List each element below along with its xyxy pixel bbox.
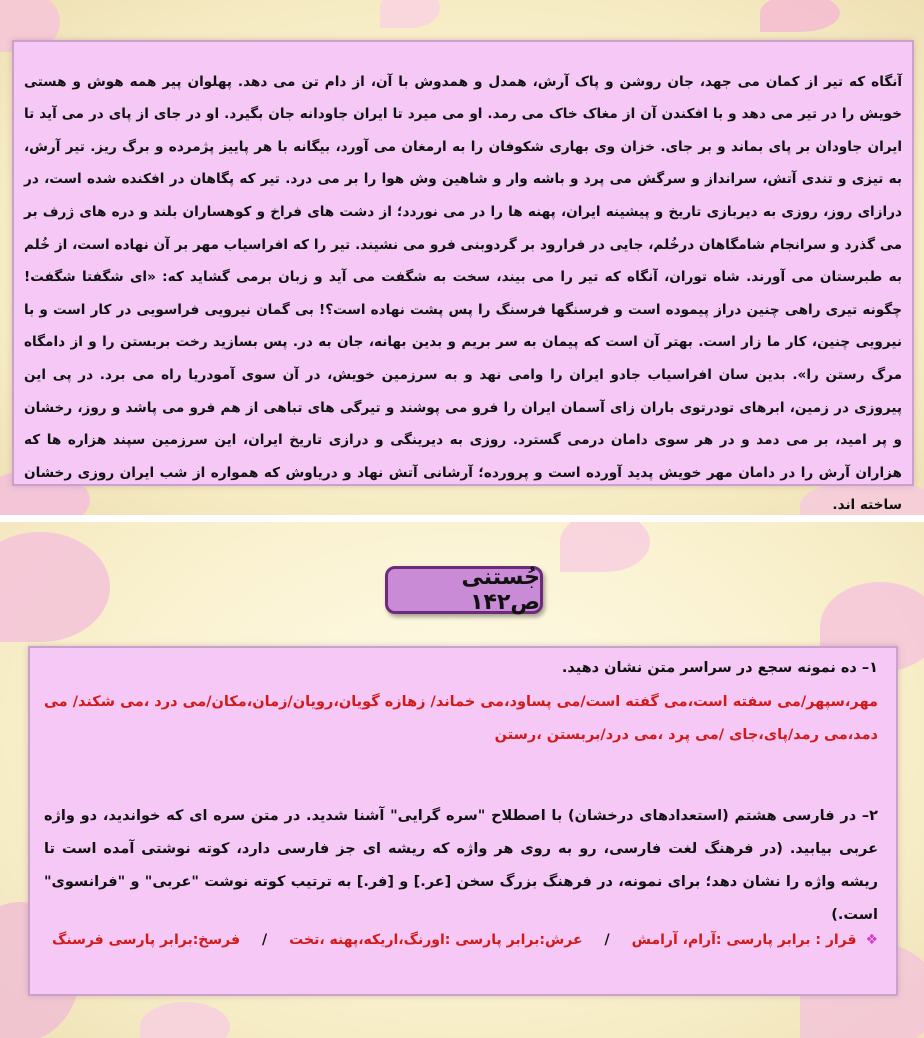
question-2: ۲– در فارسی هشتم (استعدادهای درخشان) با اصطلاح "سره گرایی" آشنا شدید. در متن سره ای که خواندید، دو واژه عربی بیابید. (در فرهنگ لغت فارسی، رو به روی هر واژه که ریشه ای جز فارسی دارد، کوته نوشتی آمده است تا ریشه واژه را نشان دهد؛ برای نمونه، در فرهنگ بزرگ سخن [عر.] و [فر.] به ترتیب کوته نوشت "عربی" و "فرانسوی" است.) (44, 808, 878, 923)
answer-2-row (44, 932, 878, 948)
story-text-box (12, 40, 914, 514)
question-1: ۱– ده نمونه سجع در سراسر متن نشان دهید. (561, 660, 878, 676)
answer-1: مهر،سپهر/می سفته است،می گفته است/می پساود،می خماند/ زهازه گویان،رویان/زمان،مکان/می درد ،می شکند/ می دمد،می رمد/پای،جای /می پرد ،می درد/بربستن ،رستن (44, 694, 878, 743)
blossom-decoration (0, 532, 110, 642)
slide-top (0, 0, 924, 515)
story-paragraph: آنگاه که تیر از کمان می جهد، جان روشن و پاک آرش، همدل و همدوش با آن، از دام تن می دهد. پهلوان پیر همه هوش و هستی خویش را در تیر می دهد و با افکندن آن از مغاک خاک می رمد. او می میرد تا ایران جاودانه جان بگیرد. او در جای از پای در می آید تا ایران جاودان بر پای بماند و بر جای. خزان وی بهاری شکوفان را به ارمغان می آورد، بیگانه با هر پاییز پژمرده و برگ ریز. تیر آرش، به تیزی و تندی آتش، سرانداز و سرگش می پرد و باشه وار و شاهین وش هوا را بر می درد. تیر که پگاهان در افکنده شده است، در درازای روز، روزی به دیربازی تاریخ و پیشینه ایران، پهنه ها را در می نوردد؛ از دشت های فراخ و کوهساران بلند و دره های ژرف بر می گذرد و سرانجام شامگاهان درخُلم، جایی در فرارود بر گردوبنی فرو می نشیند. تیر را که افراسیاب مهر بر آن نهاده است، از خُلم به طبرستان می آورند. شاه توران، آنگاه که تیر را می بیند، سخت به شگفت می آید و زبان برمی گشاید که: «ای شگفتا شگفت! چگونه تیری راهی چنین دراز پیموده است و فرسنگها فرسنگ را پس پشت نهاده است؟! بی گمان نیرویی فراسویی در کار است و با نیرویی چنین، کار ما زار است. بهتر آن است که پیمان به سر بریم و بدین بهانه، جان به در. پس بسازید رخت بربستن را و از دامگاه مرگ رستن را». بدین سان افراسیاب جادو ایران را وامی نهد و به سرزمین خویش، در آن سوی آمودریا راه می برد. در پی این پیروزی در زمین، ابرهای تودرتوی باران زای آسمان ایران را فرو می پوشند و تیرگی های تباهی از هم فرو می پاشد و روز، رخشان و پر امید، بر می دمد و در هر سوی دامان درمی گسترد. روزی به دیرینگی و درازی تاریخ ایران، این سرزمین سپند هزاره ها که هزاران آرش را در دامان مهر خویش پدید آورده است و پرورده؛ آرشانی آتش نهاد و دریاوش که همواره از شب ایران روزی رخشان ساخته اند. (24, 73, 902, 514)
blossom-decoration (560, 522, 650, 572)
answer-separator: / (604, 932, 610, 948)
slide-bottom (0, 522, 924, 1038)
exercise-box (28, 646, 898, 996)
answer-separator: / (262, 932, 268, 948)
section-title: جُستنی ص۱۴۲ (385, 566, 543, 614)
slide-separator (0, 515, 924, 522)
blossom-decoration (760, 0, 840, 32)
answer-2-item: فرسخ:برابر پارسی فرسنگ (52, 932, 241, 948)
blossom-decoration (380, 0, 440, 28)
blossom-decoration (140, 1002, 230, 1038)
diamond-bullet-icon: ❖ (865, 932, 878, 948)
answer-2-item: عرش:برابر پارسی :اورنگ،اریکه،پهنه ،تخت (289, 932, 583, 948)
answer-2-item: قرار : برابر پارسی :آرام، آرامش (631, 932, 857, 948)
